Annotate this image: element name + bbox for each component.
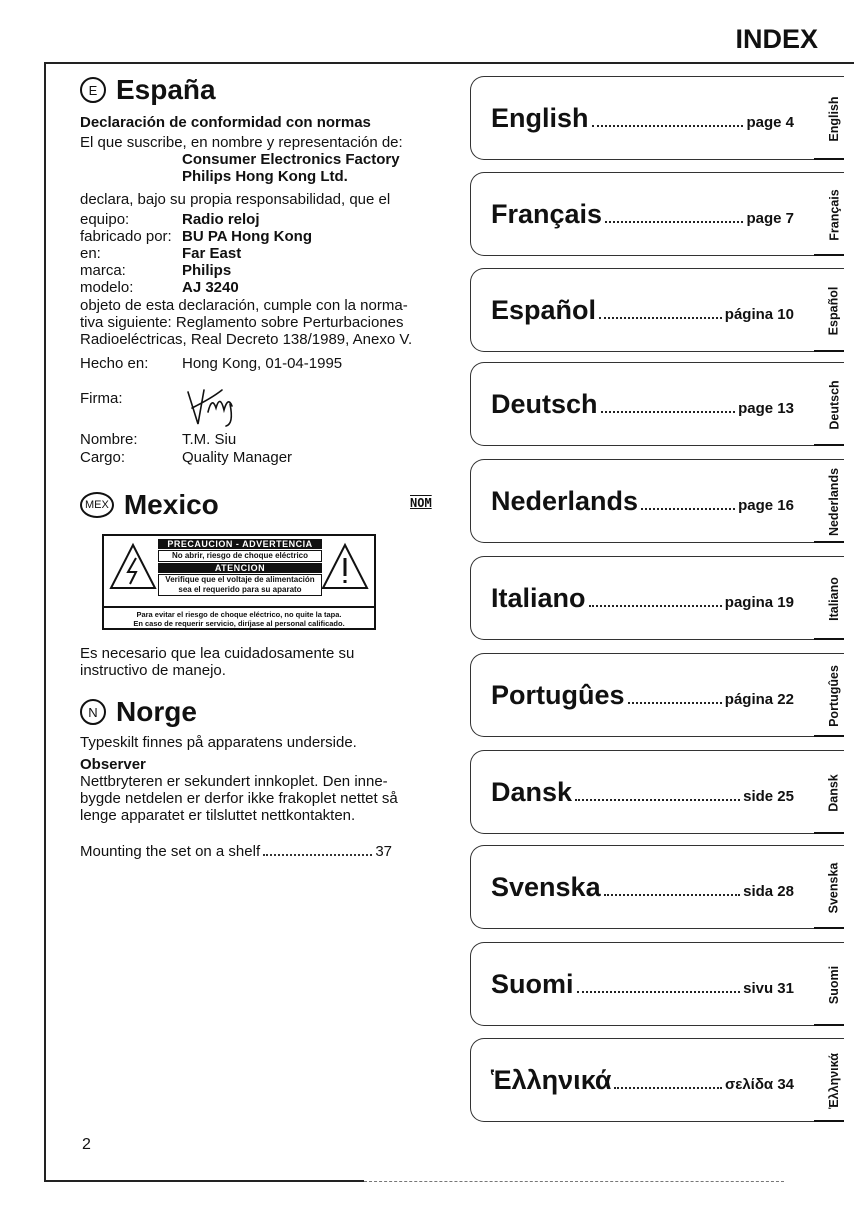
left-margin-rule (44, 62, 46, 1182)
exclamation-warning-icon (320, 542, 370, 592)
name-value: T.M. Siu (182, 431, 237, 448)
index-language: Portugûes (491, 680, 625, 710)
mexico-text-1: Es necesario que lea cuidadosamente su (80, 645, 355, 662)
bottom-rule-dashed (364, 1181, 784, 1182)
toc-leader (577, 990, 741, 993)
country-badge-n: N (80, 699, 106, 725)
index-page: page 13 (738, 400, 794, 417)
warning-line-3: ATENCION (158, 563, 322, 573)
index-entry-espanol[interactable] (470, 268, 844, 352)
warning-label (102, 534, 376, 630)
index-entry-italiano[interactable] (470, 556, 844, 640)
index-page: page 16 (738, 497, 794, 514)
toc-leader (614, 1086, 721, 1089)
index-language: Español (491, 295, 597, 325)
declares-text: declara, bajo su propia responsabilidad, que el (80, 191, 391, 208)
warning-line-7: En caso de requerir servicio, diríjase al personal calificado. (133, 619, 345, 628)
warning-text-block (158, 539, 322, 596)
toc-leader (601, 410, 736, 413)
observer-line-1: Nettbryteren er sekundert innkoplet. Den inne- (80, 773, 388, 790)
index-language: English (491, 103, 589, 133)
espana-heading (80, 74, 216, 106)
index-tab-label: Svenska (827, 862, 841, 914)
tab-edge (814, 158, 844, 160)
lightning-warning-icon (108, 542, 158, 592)
field-label: modelo: (80, 279, 134, 296)
norge-title: Norge (116, 696, 197, 727)
toc-leader (605, 220, 743, 223)
company-line-1: Consumer Electronics Factory (182, 151, 400, 168)
warning-line-1: PRECAUCION - ADVERTENCIA (158, 539, 322, 549)
toc-leader (604, 893, 741, 896)
nom-mark: NOM (410, 496, 432, 510)
mounting-page: 37 (375, 843, 392, 860)
signature-label: Firma: (80, 390, 123, 407)
warning-line-2: No abrir, riesgo de choque eléctrico (158, 550, 322, 562)
toc-leader (263, 854, 372, 856)
index-tab-label: English (827, 96, 841, 142)
index-entry-ellinika[interactable] (470, 1038, 844, 1122)
index-language: Ἑλληνικά (491, 1065, 612, 1095)
field-value: BU PA Hong Kong (182, 228, 312, 245)
index-entry-portugues[interactable] (470, 653, 844, 737)
index-tab-label: Ἑλληνικά (827, 1053, 841, 1109)
index-language: Svenska (491, 872, 601, 902)
post-value: Quality Manager (182, 449, 293, 466)
tab-edge (814, 927, 844, 929)
index-page: página 10 (724, 306, 794, 323)
tab-edge (814, 1024, 844, 1026)
index-entry-dansk[interactable] (470, 750, 844, 834)
index-page: página 22 (724, 691, 794, 708)
index-language: Français (491, 199, 603, 229)
index-language: Nederlands (491, 486, 639, 516)
index-entry-svenska[interactable] (470, 845, 844, 929)
field-value: Philips (182, 262, 232, 279)
observer-line-3: lenge apparatet er tilsluttet nettkontakten. (80, 807, 356, 824)
field-value: Radio reloj (182, 211, 260, 228)
post-label: Cargo: (80, 449, 126, 466)
toc-leader (641, 507, 735, 510)
field-label: marca: (80, 262, 126, 279)
field-value: AJ 3240 (182, 279, 239, 296)
index-entry-francais[interactable] (470, 172, 844, 256)
mexico-text-2: instructivo de manejo. (80, 662, 226, 679)
index-page: pagina 19 (724, 594, 794, 611)
made-in-value: Hong Kong, 01-04-1995 (182, 355, 343, 372)
index-tab-label: Español (827, 286, 841, 336)
index-page: page 7 (746, 210, 794, 227)
index-entry-deutsch[interactable] (470, 362, 844, 446)
field-value: Far East (182, 245, 242, 262)
index-tab-label: Deutsch (827, 380, 841, 430)
mexico-heading (80, 489, 219, 521)
index-language: Suomi (491, 969, 574, 999)
toc-leader (592, 124, 744, 127)
norge-line-1: Typeskilt finnes på apparatens underside. (80, 734, 357, 751)
index-page: sivu 31 (743, 980, 794, 997)
toc-leader (599, 316, 722, 319)
warning-line-5: sea el requerido para su aparato (158, 585, 322, 596)
mounting-label: Mounting the set on a shelf (80, 843, 261, 860)
tab-edge (814, 638, 844, 640)
index-language: Dansk (491, 777, 573, 807)
observer-line-2: bygde netdelen er derfor ikke frakoplet nettet så (80, 790, 398, 807)
tab-edge (814, 254, 844, 256)
index-language: Deutsch (491, 389, 598, 419)
tab-edge (814, 350, 844, 352)
index-entry-english[interactable] (470, 76, 844, 160)
index-tab-label: Français (827, 189, 841, 241)
tab-edge (814, 832, 844, 834)
mexico-title: Mexico (123, 489, 219, 520)
index-entry-suomi[interactable] (470, 942, 844, 1026)
norge-heading (80, 696, 197, 728)
tab-edge (814, 1120, 844, 1122)
toc-leader (628, 701, 722, 704)
country-badge-mex: MEX (80, 492, 114, 518)
index-tab-label: Dansk (827, 774, 841, 812)
tab-edge (814, 735, 844, 737)
index-tab-label: Portugûes (827, 665, 841, 727)
index-tab-label: Nederlands (827, 467, 841, 537)
signature-image (182, 384, 252, 428)
index-page: side 25 (743, 788, 794, 805)
espana-title: España (116, 74, 216, 105)
declaration-title: Declaración de conformidad con normas (80, 114, 371, 131)
field-label: fabricado por: (80, 228, 172, 245)
tab-edge (814, 444, 844, 446)
index-entry-nederlands[interactable] (470, 459, 844, 543)
field-label: en: (80, 245, 101, 262)
declaration-body-3: Radioeléctricas, Real Decreto 138/1989, Anexo V. (80, 331, 413, 348)
company-line-2: Philips Hong Kong Ltd. (182, 168, 348, 185)
index-language: Italiano (491, 583, 586, 613)
warning-line-6: Para evitar el riesgo de choque eléctrico, no quite la tapa. (136, 610, 342, 619)
declaration-body-1: objeto de esta declaración, cumple con la norma- (80, 297, 408, 314)
header-rule (46, 62, 854, 64)
toc-leader (589, 604, 722, 607)
observer-heading: Observer (80, 756, 146, 773)
warning-footer (104, 606, 374, 628)
index-tab-label: Italiano (827, 577, 841, 621)
declaration-fields (80, 211, 440, 296)
toc-leader (575, 798, 740, 801)
page-title: INDEX (735, 24, 818, 54)
field-label: equipo: (80, 211, 130, 228)
index-tab-label: Suomi (827, 965, 841, 1005)
made-in-label: Hecho en: (80, 355, 149, 372)
page-number: 2 (82, 1136, 91, 1153)
tab-edge (814, 541, 844, 543)
country-badge-e: E (80, 77, 106, 103)
declaration-intro: El que suscribe, en nombre y representación de: (80, 134, 403, 151)
index-page: sida 28 (743, 883, 794, 900)
bottom-rule (44, 1180, 364, 1182)
declaration-body-2: tiva siguiente: Reglamento sobre Perturbaciones (80, 314, 404, 331)
index-page: σελίδα 34 (724, 1076, 794, 1093)
name-label: Nombre: (80, 431, 138, 448)
index-page: page 4 (746, 114, 794, 131)
warning-line-4: Verifique que el voltaje de alimentación (158, 574, 322, 585)
mounting-toc-entry[interactable] (80, 843, 392, 860)
